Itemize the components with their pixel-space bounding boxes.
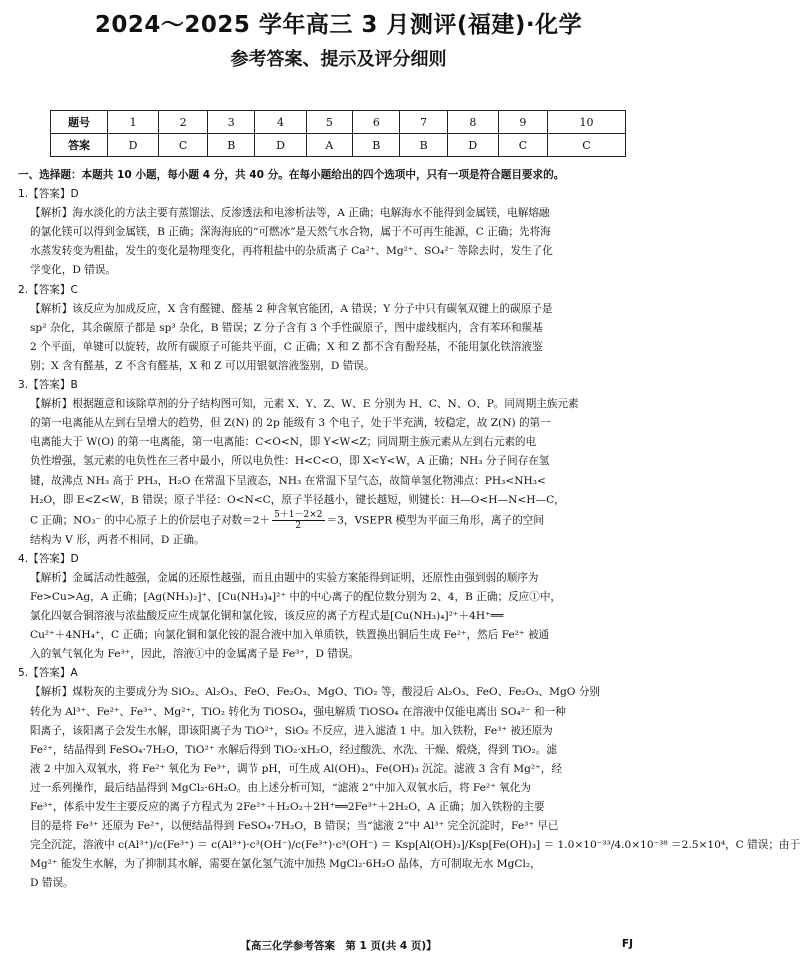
page-subtitle: 参考答案、提示及评分细则 [230, 49, 447, 70]
explanation-line: 【解析】根据题意和该除草剂的分子结构图可知，元素 X、Y、Z、W、E 分别为 H、C、N、O、P。同周期主族元素 [30, 398, 579, 411]
question-answer-line: 2.【答案】C [18, 283, 78, 296]
question-number: 5 [306, 111, 353, 134]
explanation-line: 【解析】煤粉灰的主要成分为 SiO₂、Al₂O₃、FeO、Fe₂O₃、MgO、TiO₂ 等，酸浸后 Al₂O₃、FeO、Fe₂O₃、MgO 分别 [30, 686, 601, 699]
row-label-number: 题号 [51, 111, 108, 134]
explanation-line: 的第一电离能从左到右呈增大的趋势，但 Z(N) 的 2p 能级有 3 个电子，处于半充满，较稳定，故 Z(N) 的第一 [30, 417, 551, 430]
explanation-body [18, 166, 800, 893]
question-number: 8 [447, 111, 498, 134]
section-heading: 一、选择题：本题共 10 小题，每小题 4 分，共 40 分。在每小题给出的四个选项中，只有一项是符合题目要求的。 [18, 169, 565, 181]
fraction-denominator: 2 [295, 520, 302, 531]
explanation-line: H₂O，即 E<Z<W，B 错误；原子半径：O<N<C，原子半径越小，键长越短，则键长：H—O<H—N<H—C， [30, 493, 565, 506]
explanation-line: Fe>Cu>Ag，A 正确；[Ag(NH₃)₂]⁺、[Cu(NH₃)₄]²⁺ 中的中心离子的配位数分别为 2、4，B 正确；反应①中， [30, 590, 562, 603]
question-answer-line: 4.【答案】D [18, 552, 79, 565]
answer-cell: D [255, 134, 306, 157]
question-number: 4 [255, 111, 306, 134]
explanation-line: 目的是将 Fe³⁺ 还原为 Fe²⁺，以便结晶得到 FeSO₄·7H₂O，B 错误；当“滤液 2”中 Al³⁺ 完全沉淀时，Fe³⁺ 早已 [30, 820, 559, 833]
explanation-line: 【解析】金属活动性越强，金属的还原性越强，而且由题中的实验方案能得到证明，还原性由强到弱的顺序为 [30, 571, 539, 584]
row-label-answer: 答案 [51, 134, 108, 157]
explanation-line: 别；X 含有醛基，Z 不含有醛基，X 和 Z 可以用银氨溶液鉴别，D 错误。 [30, 359, 375, 372]
line-text: C 正确；NO₃⁻ 的中心原子上的价层电子对数＝2＋ [30, 514, 271, 527]
question-number: 7 [400, 111, 447, 134]
question-answer-line: 3.【答案】B [18, 379, 78, 392]
question-answer-line: 5.【答案】A [18, 667, 78, 680]
explanation-line: 2 个平面，单键可以旋转，故所有碳原子可能共平面，C 正确；X 和 Z 都不含有酚羟基，不能用氯化铁溶液鉴 [30, 340, 543, 353]
explanation-line: Cu²⁺＋4NH₄⁺，C 正确；向氯化铜和氯化铵的混合液中加入单质铁，铁置换出铜后生成 Fe²⁺，然后 Fe²⁺ 被通 [30, 629, 550, 642]
explanation-line: 阳离子，该阳离子会发生水解，即该阳离子为 TiO²⁺，SiO₂ 不反应，进入滤渣 1 中。加入铁粉，Fe³⁺ 被还原为 [30, 724, 553, 737]
answer-cell: C [498, 134, 547, 157]
explanation-line: 水蒸发转变为粗盐，发生的变化是物理变化，再将粗盐中的杂质离子 Ca²⁺、Mg²⁺、SO₄²⁻ 等除去时，发生了化 [30, 245, 553, 258]
explanation-line: Fe²⁺，结晶得到 FeSO₄·7H₂O，TiO²⁺ 水解后得到 TiO₂·xH₂O，经过酸洗、水洗、干燥、煅烧，得到 TiO₂。滤 [30, 743, 557, 756]
explanation-line: sp² 杂化，其余碳原子都是 sp³ 杂化，B 错误；Z 分子含有 3 个手性碳原子，图中虚线框内，含有苯环和羰基 [30, 321, 543, 334]
question-number: 1 [108, 111, 159, 134]
answer-cell: D [447, 134, 498, 157]
explanation-line: 入的氧气氧化为 Fe³⁺，因此，溶液①中的金属离子是 Fe³⁺，D 错误。 [30, 648, 360, 661]
answer-cell: C [159, 134, 208, 157]
question-number: 2 [159, 111, 208, 134]
explanation-line: 电离能大于 W(O) 的第一电离能，第一电离能：C<O<N，即 Y<W<Z；同周期主族元素从左到右元素的电 [30, 436, 537, 449]
table-row-answers [51, 134, 626, 157]
question-answer-line: 1.【答案】D [18, 188, 79, 201]
explanation-line: 转化为 Al³⁺、Fe²⁺、Fe³⁺、Mg²⁺，TiO₂ 转化为 TiOSO₄，强电解质 TiOSO₄ 在溶液中仅能电离出 SO₄²⁻ 和一种 [30, 705, 566, 718]
fraction-numerator: 5＋1－2×2 [274, 509, 323, 520]
question-number: 3 [208, 111, 255, 134]
answer-cell: C [547, 134, 625, 157]
explanation-line: 氯化四氨合铜溶液与浓盐酸反应生成氯化铜和氯化铵，该反应的离子方程式是[Cu(NH₃)₄]²⁺＋4H⁺══ [30, 610, 504, 623]
explanation-line: Fe³⁺，体系中发生主要反应的离子方程式为 2Fe²⁺＋H₂O₂＋2H⁺══2Fe³⁺＋2H₂O，A 正确；加入铁粉的主要 [30, 801, 545, 813]
question-number: 10 [547, 111, 625, 134]
explanation-line: 负性增强，氢元素的电负性在三者中最小，所以电负性：H<C<O，即 X<Y<W，A 正确；NH₃ 分子间存在氢 [30, 455, 550, 468]
explanation-line: 键，故沸点 NH₃ 高于 PH₃，H₂O 在常温下呈液态，NH₃ 在常温下呈气态，故简单氢化物沸点：PH₃<NH₃< [30, 474, 546, 487]
explanation-line: 液 2 中加入双氧水，将 Fe²⁺ 氧化为 Fe³⁺，调节 pH，可生成 Al(OH)₃、Fe(OH)₃ 沉淀。滤液 3 含有 Mg²⁺，经 [30, 762, 562, 775]
question-number: 6 [353, 111, 400, 134]
explanation-line: 学变化，D 错误。 [30, 264, 117, 277]
fraction [272, 510, 324, 531]
equation-line: 完全沉淀，溶液中 c(Al³⁺)/c(Fe³⁺) ＝ c(Al³⁺)·c³(OH⁻)/c(Fe³⁺)·c³(OH⁻) ＝ Ksp[Al(OH)₃]/Ksp[Fe(OH)₃] ＝ 1.0×10⁻³³/4.0×10⁻³⁸ ＝2.5×10⁴，C 错误；由于 [30, 839, 800, 852]
answer-cell: D [108, 134, 159, 157]
explanation-line: 【解析】海水淡化的方法主要有蒸馏法、反渗透法和电渗析法等，A 正确；电解海水不能得到金属镁，电解熔融 [30, 207, 550, 220]
answer-cell: A [306, 134, 353, 157]
question-number: 9 [498, 111, 547, 134]
table-row-numbers [51, 111, 626, 134]
answer-cell: B [400, 134, 447, 157]
page-footer: 【高三化学参考答案 第 1 页(共 4 页)】 [240, 940, 437, 952]
explanation-line: Mg²⁺ 能发生水解，为了抑制其水解，需要在氯化氢气流中加热 MgCl₂·6H₂O 晶体，方可制取无水 MgCl₂， [30, 858, 541, 871]
page-title: 2024～2025 学年高三 3 月测评(福建)·化学 [94, 12, 583, 38]
explanation-line: 结构为 V 形，两者不相同，D 正确。 [30, 533, 205, 546]
explanation-line: 【解析】该反应为加成反应，X 含有醛键、醛基 2 种含氧官能团，A 错误；Y 分子中只有碳氧双键上的碳原子是 [30, 302, 553, 315]
explanation-line: D 错误。 [30, 877, 74, 890]
explanation-line [18, 510, 660, 531]
region-code: FJ [621, 938, 633, 950]
answer-cell: B [208, 134, 255, 157]
explanation-line: 的氯化镁可以得到金属镁，B 正确；深海海底的“可燃冰”是天然气水合物，属于不可再生能源，C 正确；先将海 [30, 226, 551, 239]
explanation-line: 过一系列操作，最后结晶得到 MgCl₂·6H₂O。由上述分析可知，“滤液 2”中加入双氧水后，将 Fe²⁺ 氧化为 [30, 781, 531, 794]
line-text: ＝3，VSEPR 模型为平面三角形，离子的空间 [326, 514, 544, 527]
answer-cell: B [353, 134, 400, 157]
answer-table [50, 110, 626, 157]
